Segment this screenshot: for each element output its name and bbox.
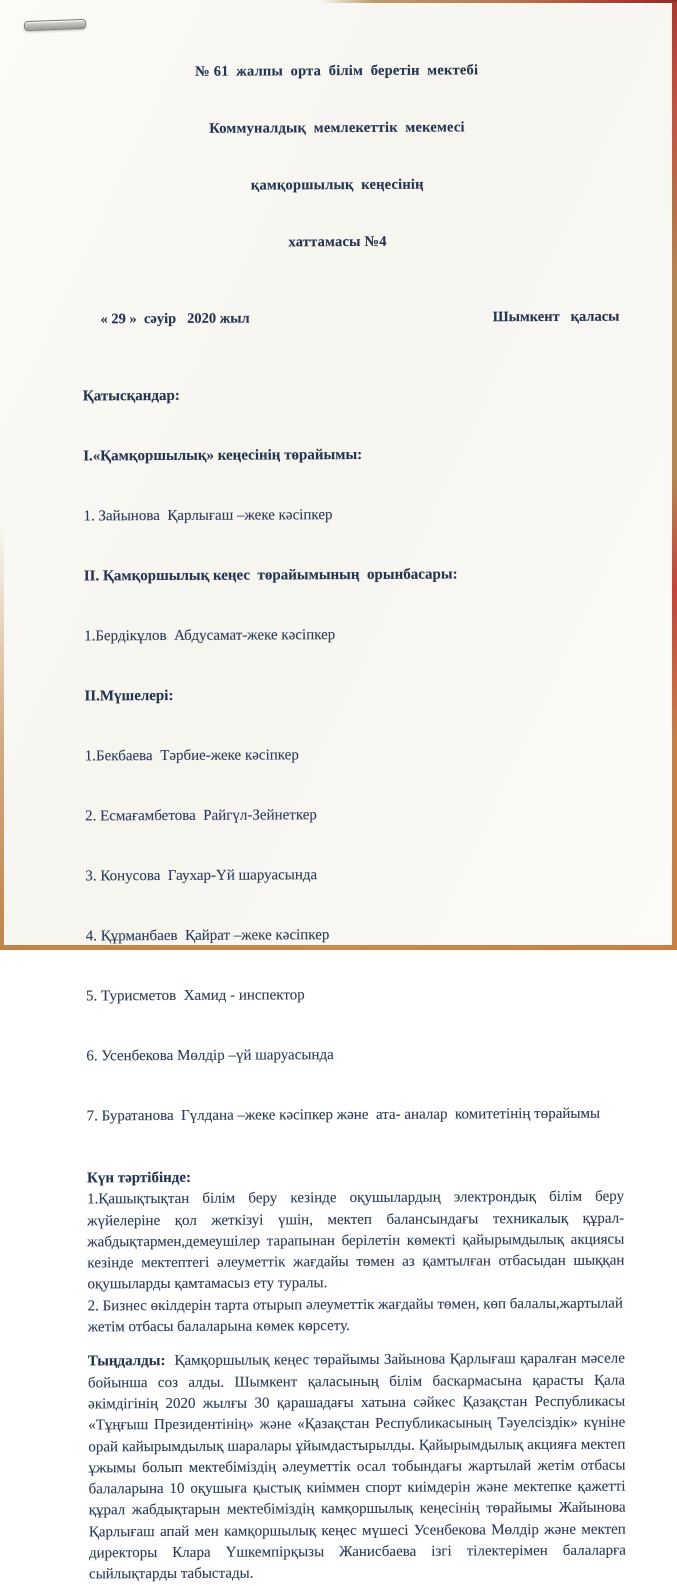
participants-section <box>83 344 624 1167</box>
staple-icon <box>24 19 86 31</box>
agenda-section <box>87 1166 625 1339</box>
member-item: 5. Турисметов Хамид - инспектор <box>85 987 305 1005</box>
member-item: 6. Усенбекова Мөлдір –үй шаруасында <box>86 1047 334 1065</box>
agenda-heading: Күн тәртібінде: <box>86 1169 192 1187</box>
member-item: 7. Буратанова Гүлдана –жеке кәсіпкер және ата- аналар комитетінің төрайымы <box>86 1105 601 1125</box>
deputy-heading: II. Қамқоршылық кеңес төрайымының орынбасары: <box>83 566 458 585</box>
heard-text: Қамқоршылық кеңес төрайымы Зайынова Қарлығаш қаралған мәселе бойынша соз алды. Шымкент қаласының білім баскармасына қарасты Қала әкімдігінің 2020 жылғы 30 қарашадағы хатына сәйкес Қазақстан Республикасы «Тұңғыш Президентінің» және «Қазақстан Республикасының Тәуелсіздік» күніне орай кайырымдылық шаралары ұйымдастырылды. Қайырымдылық акцияға мектеп ұжымы болып мектебіміздің әлеуметтік осал тобындағы жартылай жетім отбасы балаларына 10 оқушыға қыстық киіммен спорт киімдерін және мектепке қажетті құрал жабдықтарын мектебіміздің камқоршылық кеңесінің төрайымы Жайынова Қарлығаш апай мен камқоршылық кеңес мүшесі Усенбекова Мөлдір және мектеп директоры Клара Үшкемпірқызы Жанисбаева ізгі тілектерімен балаларға сыйлықтарды табыстады. <box>87 1350 626 1583</box>
document-content <box>81 23 626 1586</box>
chair-member: 1. Зайынова Қарлығаш –жеке кәсіпкер <box>83 507 333 525</box>
heard-section <box>88 1349 626 1586</box>
date-city-row <box>82 309 619 329</box>
agenda-item-1: 1.Қашықтықтан білім беру кезінде оқушылардың электрондық білім беру жүйелеріне қол жеткізуі үшін, мектеп балансындағы техникалық құрал-жабдықтармен,демеушілер тарапынан берілетін көмекті қайырымдылық акциясы кезінде мектептегі әлеуметтік жағдайы төмен аз қамтылған отбасыдан шыққан оқушыларды қамтамасыз ету туралы. <box>87 1188 625 1293</box>
document-city: Шымкент қаласы <box>492 308 620 326</box>
title-line-4: хаттамасы №4 <box>288 233 387 251</box>
scan-edge-top <box>320 0 677 3</box>
scan-edge-left <box>0 0 4 950</box>
agenda-item-2: 2. Бизнес өкілдерін тарта отырып әлеуметтік жағдайы төмен, көп балалы,жартылай жетім отбасы балаларына көмек көрсету. <box>87 1295 623 1336</box>
deputy-member: 1.Бердікұлов Абдусамат-жеке кәсіпкер <box>84 627 336 645</box>
heard-label: Тыңдалды: <box>87 1353 166 1370</box>
document-date: « 29 » сәуір 2020 жыл <box>100 310 250 328</box>
participants-heading: Қатысқандар: <box>82 387 180 405</box>
member-item: 4. Құрманбаев Қайрат –жеке кәсіпкер <box>85 927 330 945</box>
scan-edge-right <box>672 2 677 950</box>
title-line-2: Коммуналдық мемлекеттік мекемесі <box>209 119 465 137</box>
member-item: 1.Бекбаева Тәрбие-жеке кәсіпкер <box>84 747 299 765</box>
title-line-1: № 61 жалпы орта білім беретін мектебі <box>195 62 479 80</box>
members-heading: II.Мүшелері: <box>84 687 174 705</box>
chair-heading: I.«Қамқоршылық» кеңесінің төрайымы: <box>83 446 363 465</box>
title-line-3: қамқоршылық кеңесінің <box>250 176 424 194</box>
member-item: 2. Есмағамбетова Райгүл-Зейнеткер <box>85 807 317 825</box>
member-item: 3. Конусова Гаухар-Үй шаруасында <box>85 867 318 885</box>
document-title <box>81 23 619 292</box>
heard-paragraph <box>88 1349 626 1586</box>
